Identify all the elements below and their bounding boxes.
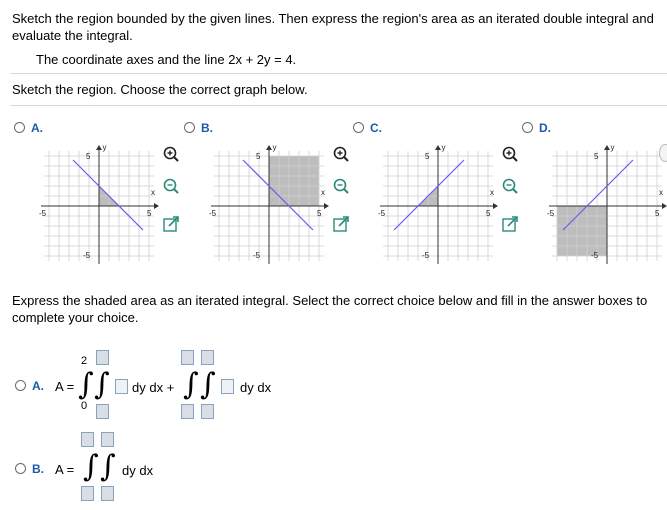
outer-lower-limit-box[interactable] — [81, 486, 94, 501]
graph-option-2-radio[interactable] — [184, 122, 195, 133]
x-axis-arrow — [662, 203, 667, 209]
graph-option-3-radio[interactable] — [353, 122, 364, 133]
inner-lower-limit-box-2[interactable] — [201, 404, 214, 419]
shaded-region — [557, 206, 607, 256]
y-tick-label: -5 — [422, 251, 430, 260]
expand-icon[interactable] — [331, 214, 351, 234]
shaded-region — [269, 156, 319, 206]
graph-line — [73, 160, 143, 230]
y-tick-label: -5 — [83, 251, 91, 260]
y-tick-label: 5 — [425, 152, 430, 161]
zoom-out-icon[interactable] — [331, 177, 351, 197]
x-axis-label: x — [151, 188, 155, 197]
zoom-out-icon[interactable] — [500, 177, 520, 197]
choice-a-label: A. — [32, 379, 44, 393]
graph-option-3 — [376, 142, 500, 264]
y-axis-label: y — [272, 143, 277, 152]
outer-upper-limit-box[interactable] — [81, 432, 94, 447]
graph-option-2-label: B. — [201, 121, 213, 135]
choice-a-radio[interactable] — [15, 380, 26, 391]
graph-option-4-radio[interactable] — [522, 122, 533, 133]
choice-a-diff-2: dy dx — [240, 380, 272, 395]
x-axis-arrow — [154, 203, 159, 209]
expand-icon[interactable] — [500, 214, 520, 234]
outer-lower-limit: 0 — [81, 400, 88, 412]
x-tick-label: -5 — [39, 209, 47, 218]
integral-sign: ∫ — [100, 449, 116, 484]
integrand-box[interactable] — [115, 379, 128, 394]
graph-option-4-label: D. — [539, 121, 551, 135]
zoom-in-icon[interactable] — [331, 145, 351, 165]
integrand-box-2[interactable] — [221, 379, 234, 394]
y-tick-label: -5 — [591, 251, 599, 260]
y-axis-label: y — [102, 143, 107, 152]
x-axis-arrow — [324, 203, 329, 209]
outer-lower-limit-box-2[interactable] — [181, 404, 194, 419]
choice-a-lhs: A = — [55, 379, 75, 394]
y-axis-label: y — [610, 143, 615, 152]
graph-option-2 — [207, 142, 331, 264]
zoom-in-icon[interactable] — [161, 145, 181, 165]
y-axis-arrow — [96, 145, 102, 150]
given-lines: The coordinate axes and the line 2x + 2y = 4. — [36, 52, 297, 67]
y-axis-arrow — [266, 145, 272, 150]
y-tick-label: -5 — [253, 251, 261, 260]
graph-option-3-label: C. — [370, 121, 382, 135]
integral-sign: ∫ — [200, 367, 216, 402]
graph-option-1-label: A. — [31, 121, 43, 135]
y-axis-label: y — [441, 143, 446, 152]
question-instructions: Sketch the region bounded by the given lines. Then express the region's area as an iterated double integral and evaluate the integral. — [12, 11, 654, 43]
x-tick-label: 5 — [486, 209, 491, 218]
x-axis-label: x — [659, 188, 663, 197]
graph-option-1-radio[interactable] — [14, 122, 25, 133]
choice-b-diff: dy dx — [122, 463, 154, 478]
zoom-in-icon[interactable] — [500, 145, 520, 165]
graph-option-4 — [545, 142, 667, 264]
sketch-prompt: Sketch the region. Choose the correct graph below. — [12, 82, 308, 97]
inner-upper-limit-box[interactable] — [96, 350, 109, 365]
integral-sign: ∫ — [78, 367, 94, 402]
express-prompt: Express the shaded area as an iterated integral. Select the correct choice below and fill in the answer boxes to complete your choice. — [12, 293, 648, 325]
y-tick-label: 5 — [594, 152, 599, 161]
integral-sign: ∫ — [94, 367, 110, 402]
divider — [10, 73, 667, 74]
y-tick-label: 5 — [256, 152, 261, 161]
zoom-out-icon[interactable] — [161, 177, 181, 197]
x-tick-label: -5 — [547, 209, 555, 218]
outer-upper-limit: 2 — [81, 355, 88, 367]
choice-a-diff-1: dy dx + — [132, 380, 175, 395]
inner-lower-limit-box[interactable] — [101, 486, 114, 501]
y-axis-arrow — [435, 145, 441, 150]
expand-icon[interactable] — [161, 214, 181, 234]
inner-upper-limit-box[interactable] — [101, 432, 114, 447]
x-tick-label: 5 — [317, 209, 322, 218]
scroll-handle[interactable] — [659, 144, 667, 162]
x-tick-label: 5 — [147, 209, 152, 218]
choice-b-lhs: A = — [55, 462, 75, 477]
choice-b-label: B. — [32, 462, 44, 476]
y-axis-arrow — [604, 145, 610, 150]
integral-sign: ∫ — [183, 367, 199, 402]
inner-upper-limit-box-2[interactable] — [201, 350, 214, 365]
x-axis-arrow — [493, 203, 498, 209]
outer-upper-limit-box-2[interactable] — [181, 350, 194, 365]
x-tick-label: 5 — [655, 209, 660, 218]
divider — [10, 105, 667, 106]
graph-line — [394, 160, 464, 230]
graph-option-1 — [37, 142, 161, 264]
x-tick-label: -5 — [209, 209, 217, 218]
choice-b-radio[interactable] — [15, 463, 26, 474]
y-tick-label: 5 — [86, 152, 91, 161]
x-tick-label: -5 — [378, 209, 386, 218]
x-axis-label: x — [321, 188, 325, 197]
inner-lower-limit-box[interactable] — [96, 404, 109, 419]
integral-sign: ∫ — [83, 449, 99, 484]
x-axis-label: x — [490, 188, 494, 197]
